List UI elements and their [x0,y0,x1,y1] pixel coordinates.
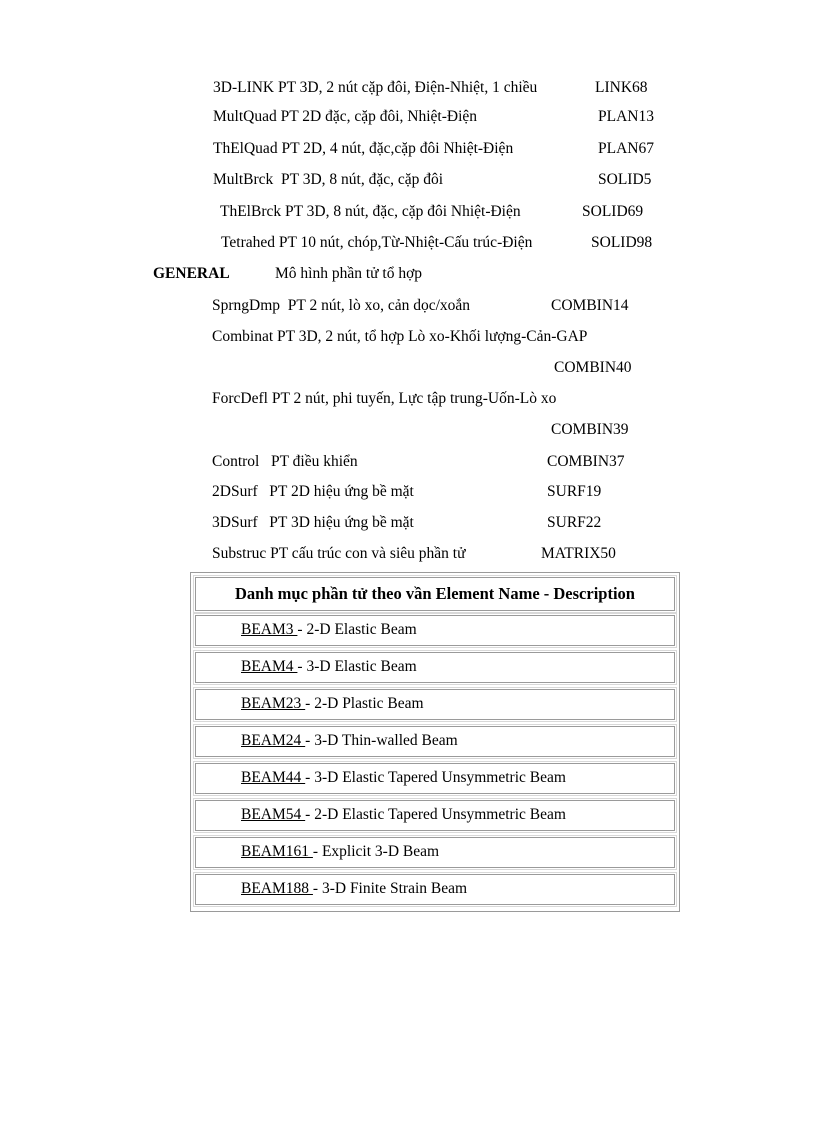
entry-code: COMBIN14 [551,297,629,314]
table-header [195,577,675,611]
entry-line: Combinat PT 3D, 2 nút, tổ hợp Lò xo-Khối lượng-Cản-GAP [212,328,588,345]
entry-code: COMBIN39 [551,421,629,438]
entry-code: MATRIX50 [541,545,616,562]
table-row [195,763,675,794]
entry-code: SURF19 [547,483,602,500]
entry-line: Substruc PT cấu trúc con và siêu phần tử [212,545,466,562]
element-link[interactable]: BEAM3 [241,621,298,638]
element-link[interactable]: BEAM161 [241,843,313,860]
section-description: Mô hình phần tử tổ hợp [275,265,423,282]
table-row [195,837,675,868]
element-description: - 2-D Plastic Beam [305,695,424,712]
entry-line: MultBrck PT 3D, 8 nút, đặc, cặp đôi [213,171,444,188]
element-description: - 2-D Elastic Beam [297,621,417,638]
element-description: - Explicit 3-D Beam [312,843,440,860]
element-description: - 3-D Thin-walled Beam [305,732,458,749]
element-description: - 3-D Elastic Tapered Unsymmetric Beam [305,769,566,786]
entry-code: SOLID69 [582,203,644,220]
entry-code: SOLID98 [591,234,653,251]
entry-line: Tetrahed PT 10 nút, chóp,Từ-Nhiệt-Cấu trúc-Điện [221,234,533,251]
entry-line: SprngDmp PT 2 nút, lò xo, cản dọc/xoắn [212,297,471,314]
element-description: - 2-D Elastic Tapered Unsymmetric Beam [305,806,566,823]
entry-code: SURF22 [547,514,602,531]
entry-line: ThElQuad PT 2D, 4 nút, đặc,cặp đôi Nhiệt-Điện [213,140,514,157]
element-link[interactable]: BEAM24 [241,732,306,749]
element-link[interactable]: BEAM23 [241,695,306,712]
entry-code: COMBIN37 [547,453,625,470]
entry-code: PLAN13 [598,108,654,125]
table-row [195,689,675,720]
entry-line: 3D-LINK PT 3D, 2 nút cặp đôi, Điện-Nhiệt, 1 chiều [213,79,538,96]
element-description: - 3-D Finite Strain Beam [312,880,468,897]
entry-code: SOLID5 [598,171,652,188]
table-row [195,800,675,831]
element-description: - 3-D Elastic Beam [297,658,417,675]
table-row [195,874,675,905]
element-link[interactable]: BEAM44 [241,769,306,786]
table-row [195,615,675,646]
entry-line: ThElBrck PT 3D, 8 nút, đặc, cặp đôi Nhiệt-Điện [220,203,521,220]
element-link[interactable]: BEAM188 [241,880,313,897]
element-link[interactable]: BEAM54 [241,806,306,823]
entry-code: COMBIN40 [554,359,632,376]
entry-line: ForcDefl PT 2 nút, phi tuyến, Lực tập trung-Uốn-Lò xo [212,390,557,407]
table-header-text: Danh mục phần tử theo vần Element Name - Description [235,584,635,603]
element-link[interactable]: BEAM4 [241,658,298,675]
entry-code: PLAN67 [598,140,654,157]
entry-line: 3DSurf PT 3D hiệu ứng bề mặt [212,514,414,531]
entry-code: LINK68 [595,79,648,96]
entry-line: 2DSurf PT 2D hiệu ứng bề mặt [212,483,414,500]
table-row [195,652,675,683]
entry-line: MultQuad PT 2D đặc, cặp đôi, Nhiệt-Điện [213,108,478,125]
element-table [190,572,680,912]
section-heading: GENERAL [153,265,230,282]
entry-line: Control PT điều khiển [212,453,358,470]
table-row [195,726,675,757]
